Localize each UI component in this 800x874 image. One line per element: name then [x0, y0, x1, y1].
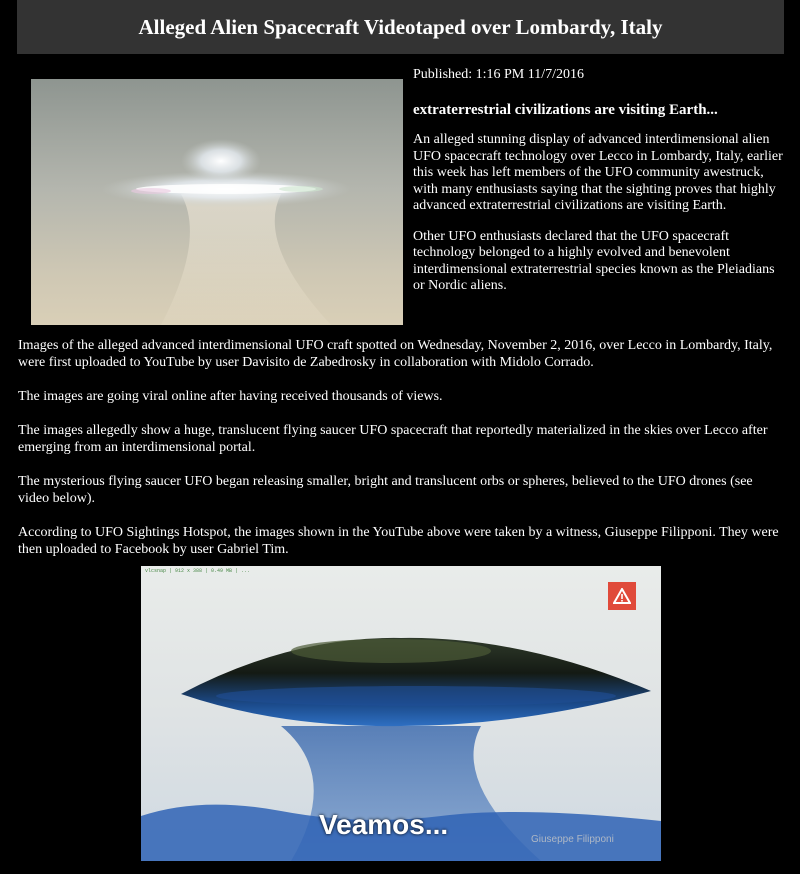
- article-header: [17, 0, 784, 54]
- side-column-text: [413, 132, 788, 295]
- body-paragraph: The mysterious flying saucer UFO began releasing smaller, bright and translucent orbs or spheres, believed to the UFO drones (see video below).: [18, 474, 753, 506]
- body-paragraph: The images allegedly show a huge, translucent flying saucer UFO spacecraft that reportedly materialized in the skies over Lecco after emerging from an interdimensional portal.: [18, 423, 768, 455]
- article-meta: [413, 67, 788, 309]
- side-paragraph: An alleged stunning display of advanced interdimensional alien UFO spacecraft technology over Lecco in Lombardy, Italy, earlier this week has left members of the UFO community awestruck, with many enthusiasts saying that the sighting proves that highly advanced extraterrestrial civilizations are visiting Earth.: [413, 132, 783, 213]
- body-paragraph: Images of the alleged advanced interdimensional UFO craft spotted on Wednesday, November 2, 2016, over Lecco in Lombardy, Italy, were first uploaded to YouTube by user Davisito de Zabedrosky in collaboration with Midolo Corrado.: [18, 338, 773, 370]
- publish-date: Published: 1:16 PM 11/7/2016: [413, 67, 585, 82]
- warning-icon[interactable]: [608, 582, 636, 610]
- article-title: Alleged Alien Spacecraft Videotaped over Lombardy, Italy: [138, 14, 663, 39]
- video-credit: Giuseppe Filipponi: [531, 834, 614, 845]
- video-caption: Veamos...: [319, 809, 449, 840]
- body-paragraph: The images are going viral online after having received thousands of views.: [18, 389, 443, 404]
- article-subhead: extraterrestrial civilizations are visiting Earth...: [413, 101, 718, 118]
- ufo-photo-image: [31, 79, 403, 325]
- article-body: [18, 337, 783, 575]
- body-paragraph: According to UFO Sightings Hotspot, the images shown in the YouTube above were taken by a witness, Giuseppe Filipponi. They were then uploaded to Facebook by user Gabriel Tim.: [18, 525, 779, 557]
- video-debug-text: vlcsnap | 912 x 388 | 0.49 MB | ...: [145, 568, 251, 574]
- side-paragraph: Other UFO enthusiasts declared that the UFO spacecraft technology belonged to a highly evolved and benevolent interdimensional extraterrestrial species known as the Pleiadians or Nordic aliens.: [413, 228, 775, 293]
- video-thumbnail[interactable]: [141, 566, 661, 861]
- ufo-photo: [31, 79, 403, 325]
